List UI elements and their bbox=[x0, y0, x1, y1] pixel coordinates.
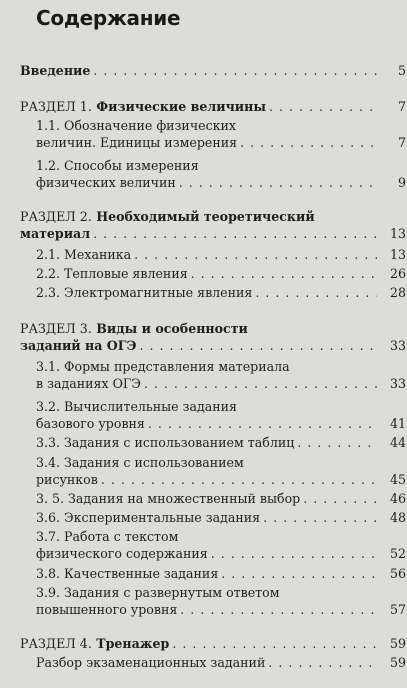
dot-leader bbox=[148, 415, 377, 432]
page-number: 13 bbox=[389, 247, 406, 262]
page-title: Содержание bbox=[36, 6, 181, 30]
dot-leader bbox=[303, 490, 377, 507]
toc-entry-title: РАЗДЕЛ 1. Физические величины bbox=[20, 99, 266, 114]
page-number: 48 bbox=[389, 510, 406, 525]
dot-leader bbox=[269, 98, 377, 115]
toc-entry-title: 3. 5. Задания на множественный выбор bbox=[36, 491, 301, 506]
dot-leader bbox=[180, 601, 377, 618]
toc-entry-title: РАЗДЕЛ 3. Виды и особенности bbox=[20, 321, 248, 336]
toc-entry-title: 3.1. Формы представления материала bbox=[36, 359, 290, 374]
page-number: 52 bbox=[389, 546, 406, 561]
toc-entry bbox=[20, 565, 406, 582]
dot-leader bbox=[255, 284, 377, 301]
toc-entry bbox=[20, 398, 406, 432]
toc-entry-title: материал bbox=[20, 226, 91, 241]
toc-entry-title: 1.1. Обозначение физических bbox=[36, 118, 237, 133]
toc-entry bbox=[20, 358, 406, 392]
toc-entry-title: величин. Единицы измерения bbox=[36, 135, 238, 150]
page-number: 13 bbox=[389, 226, 406, 241]
toc-entry bbox=[20, 454, 406, 488]
dot-leader bbox=[101, 471, 377, 488]
page-number: 56 bbox=[389, 566, 406, 581]
page-number: 7 bbox=[397, 135, 406, 150]
toc-entry-title: 3.9. Задания с развернутым ответом bbox=[36, 585, 280, 600]
toc-entry bbox=[20, 284, 406, 301]
toc-entry bbox=[20, 434, 406, 451]
toc-entry-title: базового уровня bbox=[36, 416, 145, 431]
dot-leader bbox=[172, 635, 377, 652]
dot-leader bbox=[93, 225, 377, 242]
toc-entry-title: повышенного уровня bbox=[36, 602, 178, 617]
toc-entry-title: 2.3. Электромагнитные явления bbox=[36, 285, 253, 300]
toc-entry bbox=[20, 265, 406, 282]
dot-leader bbox=[93, 62, 377, 79]
page-number: 45 bbox=[389, 472, 406, 487]
toc-entry-title: 3.6. Экспериментальные задания bbox=[36, 510, 261, 525]
toc-entry-title: 3.3. Задания с использованием таблиц bbox=[36, 435, 295, 450]
page-number: 5 bbox=[397, 63, 406, 78]
toc-entry bbox=[20, 208, 406, 242]
toc-entry-title: рисунков bbox=[36, 472, 98, 487]
toc-entry-title: заданий на ОГЭ bbox=[20, 338, 137, 353]
page-number: 9 bbox=[397, 175, 406, 190]
dot-leader bbox=[297, 434, 377, 451]
toc-entry bbox=[20, 98, 406, 115]
page-number: 44 bbox=[389, 435, 406, 450]
page-number: 33 bbox=[389, 376, 406, 391]
toc-entry bbox=[20, 635, 406, 652]
page-number: 57 bbox=[389, 602, 406, 617]
dot-leader bbox=[263, 509, 377, 526]
toc-entry bbox=[20, 157, 406, 191]
page-number: 7 bbox=[397, 99, 406, 114]
page-number: 33 bbox=[389, 338, 406, 353]
page-number: 41 bbox=[389, 416, 406, 431]
page-number: 26 bbox=[389, 266, 406, 281]
dot-leader bbox=[144, 375, 377, 392]
dot-leader bbox=[240, 134, 377, 151]
toc-entry-title: 3.4. Задания с использованием bbox=[36, 455, 244, 470]
page-number: 46 bbox=[389, 491, 406, 506]
toc-entry-title: РАЗДЕЛ 2. Необходимый теоретический bbox=[20, 209, 315, 224]
toc-entry bbox=[20, 490, 406, 507]
toc-entry bbox=[20, 320, 406, 354]
page-number: 59 bbox=[389, 655, 406, 670]
dot-leader bbox=[191, 265, 377, 282]
toc-entry bbox=[20, 509, 406, 526]
dot-leader bbox=[139, 337, 377, 354]
toc-entry bbox=[20, 528, 406, 562]
toc-entry-title: физических величин bbox=[36, 175, 176, 190]
dot-leader bbox=[221, 565, 377, 582]
toc-entry-title: в заданиях ОГЭ bbox=[36, 376, 141, 391]
toc-entry-title: РАЗДЕЛ 4. Тренажер bbox=[20, 636, 170, 651]
toc-entry-title: 1.2. Способы измерения bbox=[36, 158, 199, 173]
toc-entry-title: 3.7. Работа с текстом bbox=[36, 529, 179, 544]
dot-leader bbox=[211, 545, 377, 562]
page-number: 59 bbox=[389, 636, 406, 651]
toc-entry-title: 2.2. Тепловые явления bbox=[36, 266, 188, 281]
toc-entry bbox=[20, 62, 406, 79]
toc-entry bbox=[20, 654, 406, 671]
page-number: 28 bbox=[389, 285, 406, 300]
dot-leader bbox=[134, 246, 377, 263]
dot-leader bbox=[268, 654, 377, 671]
toc-entry-title: Введение bbox=[20, 63, 91, 78]
toc-entry bbox=[20, 584, 406, 618]
toc-entry-title: физического содержания bbox=[36, 546, 208, 561]
dot-leader bbox=[179, 174, 377, 191]
toc-entry bbox=[20, 246, 406, 263]
toc-entry-title: 2.1. Механика bbox=[36, 247, 132, 262]
toc-entry-title: 3.8. Качественные задания bbox=[36, 566, 219, 581]
toc-entry-title: 3.2. Вычислительные задания bbox=[36, 399, 238, 414]
toc-entry bbox=[20, 117, 406, 151]
toc-entry-title: Разбор экзаменационных заданий bbox=[36, 655, 266, 670]
